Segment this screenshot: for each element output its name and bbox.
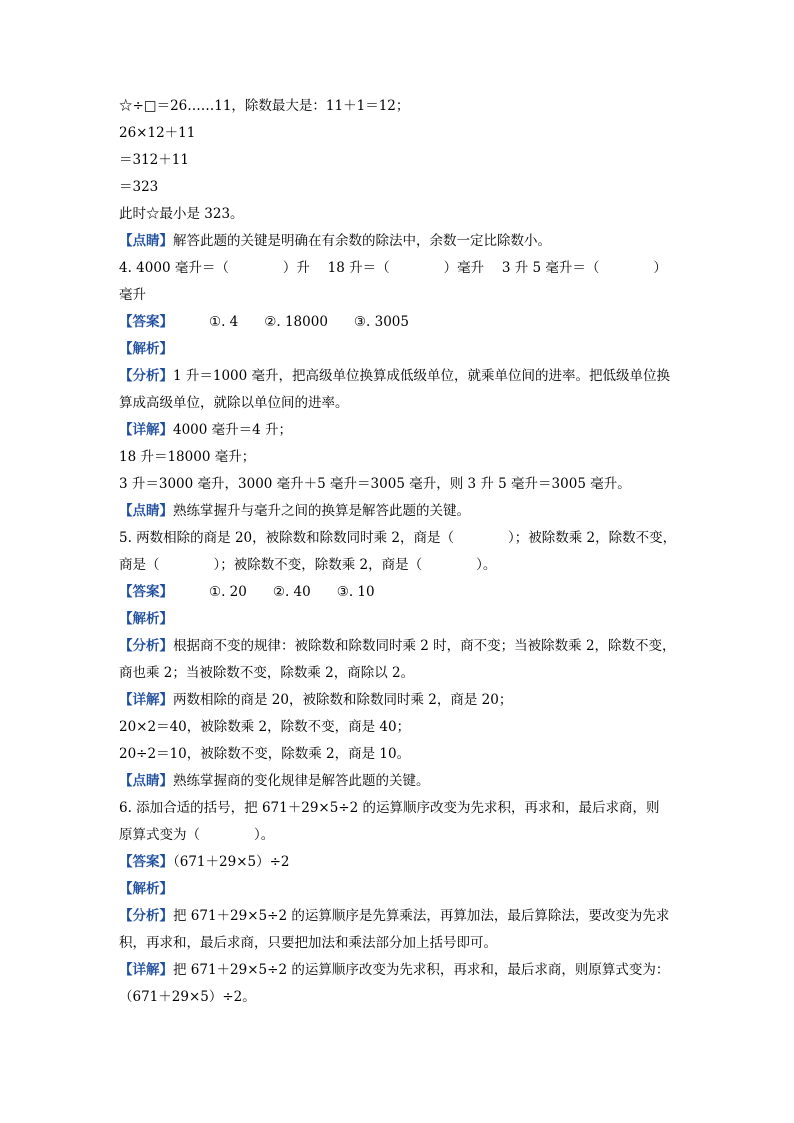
answer-item: ②. 18000 (264, 314, 328, 330)
section-tag: 【分析】 (119, 368, 173, 384)
text-line (119, 552, 679, 579)
text-line (119, 849, 679, 876)
document-body (119, 93, 679, 1011)
section-tag: 【答案】 (119, 314, 173, 330)
section-tag: 【详解】 (119, 962, 173, 978)
text-line (119, 498, 679, 525)
text-line (119, 228, 679, 255)
text-line (119, 741, 679, 768)
section-tag: 【解析】 (119, 881, 173, 897)
answer-item: ②. 40 (272, 584, 311, 600)
section-tag: 【解析】 (119, 341, 173, 357)
text-line (119, 660, 679, 687)
text-line (119, 714, 679, 741)
text-line (119, 417, 679, 444)
line-text: ＝312＋11 (119, 152, 189, 168)
text-line (119, 336, 679, 363)
line-text: ☆÷□＝26……11，除数最大是：11＋1＝12； (119, 98, 410, 114)
text-line (119, 309, 679, 336)
text-line (119, 174, 679, 201)
text-line (119, 120, 679, 147)
text-line (119, 687, 679, 714)
text-line (119, 876, 679, 903)
text-line (119, 930, 679, 957)
text-line (119, 822, 679, 849)
line-text: 20÷2＝10，被除数不变，除数乘 2，商是 10。 (119, 746, 411, 762)
line-text: 熟练掌握商的变化规律是解答此题的关键。 (173, 773, 430, 789)
line-text: 商是（ ）；被除数不变，除数乘 2，商是（ ）。 (119, 557, 497, 573)
answer-item: ①. 4 (209, 314, 239, 330)
text-line (119, 525, 679, 552)
text-line (119, 471, 679, 498)
text-line (119, 282, 679, 309)
line-text: 20×2＝40，被除数乘 2，除数不变，商是 40； (119, 719, 411, 735)
section-tag: 【分析】 (119, 908, 173, 924)
line-text: 3 升＝3000 毫升，3000 毫升＋5 毫升＝3005 毫升，则 3 升 5 毫升＝3005 毫升。 (119, 476, 631, 492)
line-text: 1 升＝1000 毫升，把高级单位换算成低级单位，就乘单位间的进率。把低级单位换 (173, 368, 671, 384)
line-text: 26×12＋11 (119, 125, 196, 141)
text-line (119, 444, 679, 471)
text-line (119, 201, 679, 228)
line-text: ＝323 (119, 179, 159, 195)
line-text: 5. 两数相除的商是 20，被除数和除数同时乘 2，商是（ ）；被除数乘 2，除数不变， (119, 530, 677, 546)
line-text: 根据商不变的规律：被除数和除数同时乘 2 时，商不变；当被除数乘 2，除数不变， (173, 638, 676, 654)
line-text: 解答此题的关键是明确在有余数的除法中，余数一定比除数小。 (173, 233, 551, 249)
text-line (119, 795, 679, 822)
text-line (119, 363, 679, 390)
section-tag: 【点睛】 (119, 233, 173, 249)
text-line (119, 768, 679, 795)
line-text: 6. 添加合适的括号，把 671＋29×5÷2 的运算顺序改变为先求积，再求和，最后求商，则 (119, 800, 660, 816)
section-tag: 【答案】 (119, 584, 173, 600)
line-text: 原算式变为（ ）。 (119, 827, 275, 843)
text-line (119, 147, 679, 174)
section-tag: 【点睛】 (119, 503, 173, 519)
line-text: 此时☆最小是 323。 (119, 206, 244, 222)
line-text: 4. 4000 毫升＝（ ）升 18 升＝（ ）毫升 3 升 5 毫升＝（ ） (119, 260, 667, 276)
text-line (119, 390, 679, 417)
line-text: 两数相除的商是 20，被除数和除数同时乘 2，商是 20； (173, 692, 513, 708)
line-text: 熟练掌握升与毫升之间的换算是解答此题的关键。 (173, 503, 470, 519)
answer-item: ③. 10 (336, 584, 375, 600)
text-line (119, 93, 679, 120)
text-line (119, 255, 679, 282)
text-line (119, 579, 679, 606)
section-tag: 【详解】 (119, 422, 173, 438)
section-tag: 【分析】 (119, 638, 173, 654)
line-text: 18 升＝18000 毫升； (119, 449, 256, 465)
section-tag: 【详解】 (119, 692, 173, 708)
line-text: （671＋29×5）÷2。 (119, 989, 256, 1005)
text-line (119, 984, 679, 1011)
line-text: （671＋29×5）÷2 (173, 854, 290, 870)
line-text: 算成高级单位，就除以单位间的进率。 (119, 395, 349, 411)
answer-item: ①. 20 (209, 584, 247, 600)
section-tag: 【解析】 (119, 611, 173, 627)
section-tag: 【点睛】 (119, 773, 173, 789)
section-tag: 【答案】 (119, 854, 173, 870)
text-line (119, 903, 679, 930)
line-text: 商也乘 2；当被除数不变，除数乘 2，商除以 2。 (119, 665, 415, 681)
line-text: 毫升 (119, 287, 146, 303)
text-line (119, 606, 679, 633)
text-line (119, 633, 679, 660)
line-text: 积，再求和，最后求商，只要把加法和乘法部分加上括号即可。 (119, 935, 497, 951)
text-line (119, 957, 679, 984)
line-text: 把 671＋29×5÷2 的运算顺序改变为先求积，再求和，最后求商，则原算式变为： (173, 962, 670, 978)
line-text: 把 671＋29×5÷2 的运算顺序是先算乘法，再算加法，最后算除法，要改变为先求 (173, 908, 670, 924)
line-text: 4000 毫升＝4 升； (173, 422, 293, 438)
answer-item: ③. 3005 (353, 314, 409, 330)
